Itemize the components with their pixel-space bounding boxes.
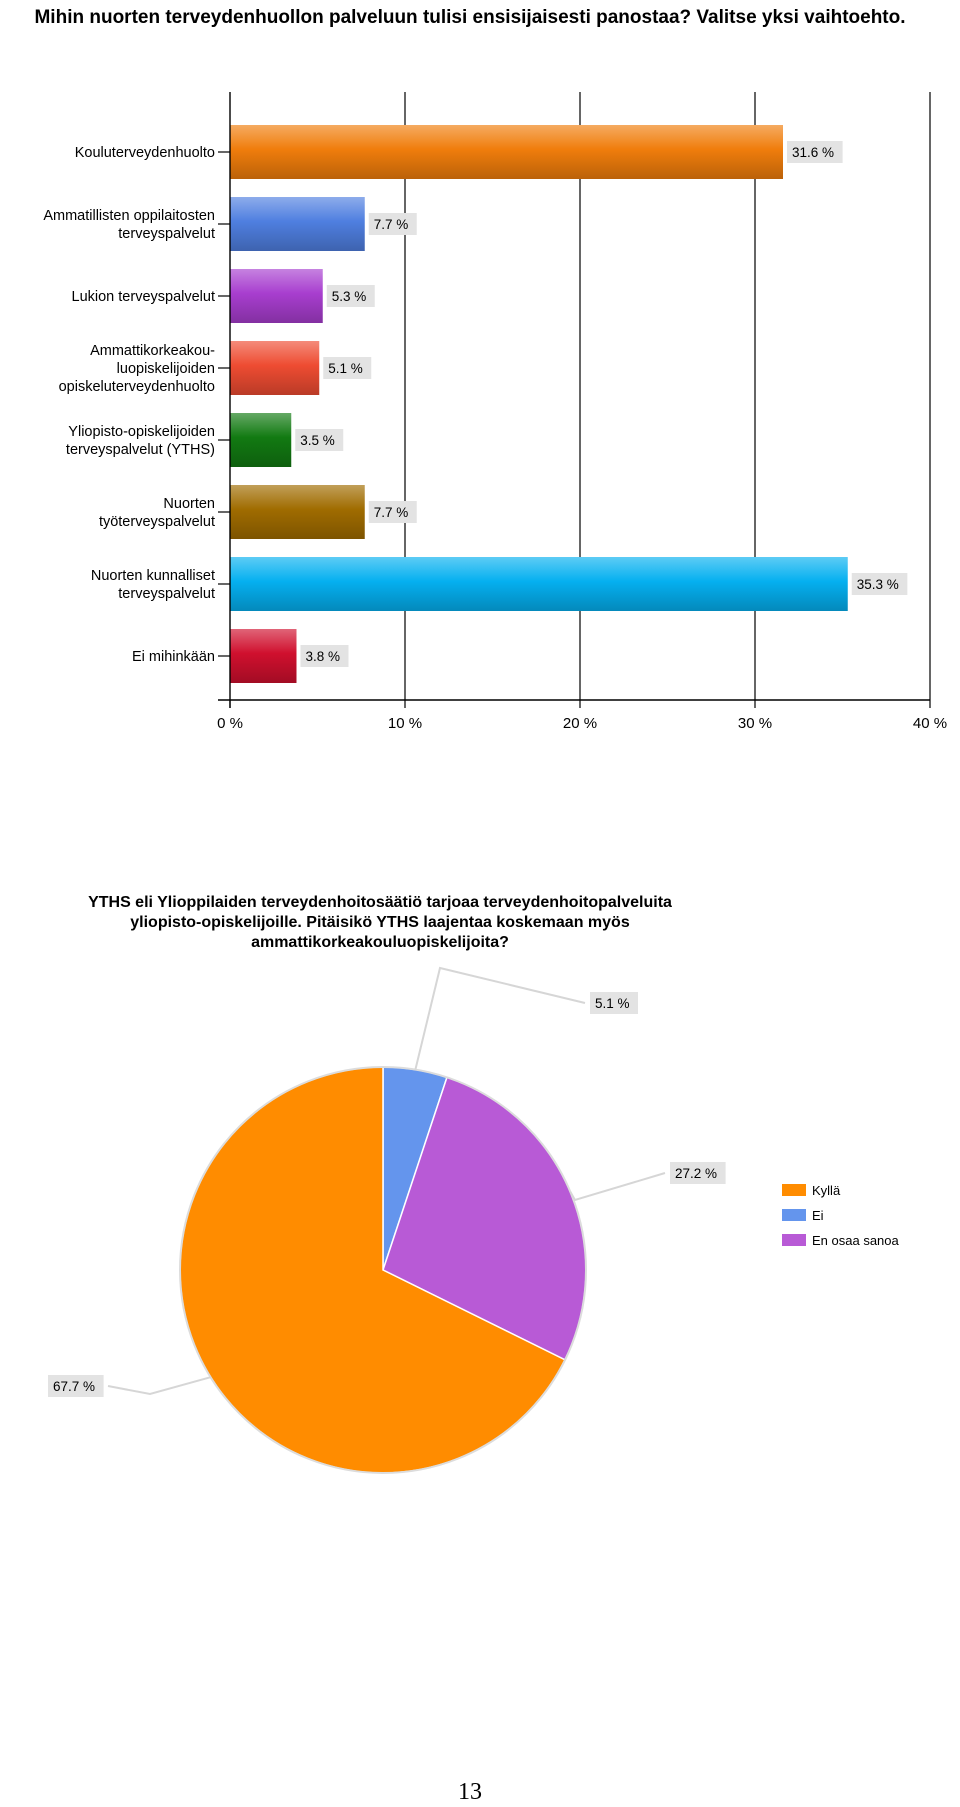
legend-swatch [782,1234,806,1246]
legend-label: En osaa sanoa [812,1233,899,1248]
category-label: terveyspalvelut [118,226,215,242]
pie-value-label: 27.2 % [675,1166,718,1181]
pie-leader-line [108,1377,211,1394]
bar-value-label: 35.3 % [856,577,899,592]
bar-chart [0,0,960,760]
x-tick-label: 20 % [562,715,598,732]
pie-title-line-2: yliopisto-opiskelijoille. Pitäisikö YTHS laajentaa koskemaan myös [130,914,630,931]
pie-chart [0,950,960,1550]
category-label: Ammattikorkeakou- [90,343,215,359]
bar [230,413,291,467]
x-tick-label: 10 % [387,715,423,732]
bar-value-label: 31.6 % [792,145,835,160]
category-label: luopiskelijoiden [116,361,215,377]
pie-chart-title [0,893,760,953]
legend-label: Kyllä [812,1183,841,1198]
bar-value-label: 3.5 % [300,433,335,448]
category-label: Lukion terveyspalvelut [71,289,215,305]
bar [230,485,365,539]
bar [230,557,848,611]
pie-slices [180,1067,586,1473]
bar-axes [43,92,947,732]
category-label: terveyspalvelut (YTHS) [65,442,215,458]
pie-value-label: 5.1 % [595,996,630,1011]
bar-value-label: 3.8 % [305,649,341,664]
bar-chart-title: Mihin nuorten terveydenhuollon palveluun tulisi ensisijaisesti panostaa? Valitse yksi vaihtoehto. [34,7,906,28]
x-tick-label: 30 % [737,715,773,732]
pie-title-line-3: ammattikorkeakouluopiskelijoita? [251,934,509,951]
x-tick-label: 40 % [912,715,948,732]
bar-series [230,125,907,683]
bar [230,629,297,683]
pie-leader-line [570,1173,665,1200]
pie-leader-line [415,968,585,1070]
category-label: Nuorten kunnalliset [90,568,215,584]
page-number: 13 [458,1779,482,1805]
bar-value-label: 5.1 % [328,361,363,376]
pie-title-line-1: YTHS eli Ylioppilaiden terveydenhoitosäätiö tarjoaa terveydenhoitopalveluita [88,894,672,911]
bar [230,125,783,179]
category-label: Ammatillisten oppilaitosten [43,208,215,224]
bar [230,197,365,251]
legend-swatch [782,1209,806,1221]
bar-value-label: 7.7 % [373,505,409,520]
bar-value-label: 5.3 % [331,289,367,304]
pie-legend [782,1183,900,1248]
legend-label: Ei [812,1208,824,1223]
bar [230,341,319,395]
category-label: opiskeluterveydenhuolto [58,379,215,395]
bar-value-label: 7.7 % [373,217,409,232]
category-label: työterveyspalvelut [98,514,215,530]
category-label: Nuorten [163,496,215,512]
category-label: Ei mihinkään [131,649,215,665]
category-label: Yliopisto-opiskelijoiden [68,424,215,440]
pie-value-label: 67.7 % [53,1379,96,1394]
category-label: Kouluterveydenhuolto [74,145,215,161]
category-label: terveyspalvelut [118,586,215,602]
bar [230,269,323,323]
legend-swatch [782,1184,806,1196]
x-tick-label: 0 % [217,715,243,732]
